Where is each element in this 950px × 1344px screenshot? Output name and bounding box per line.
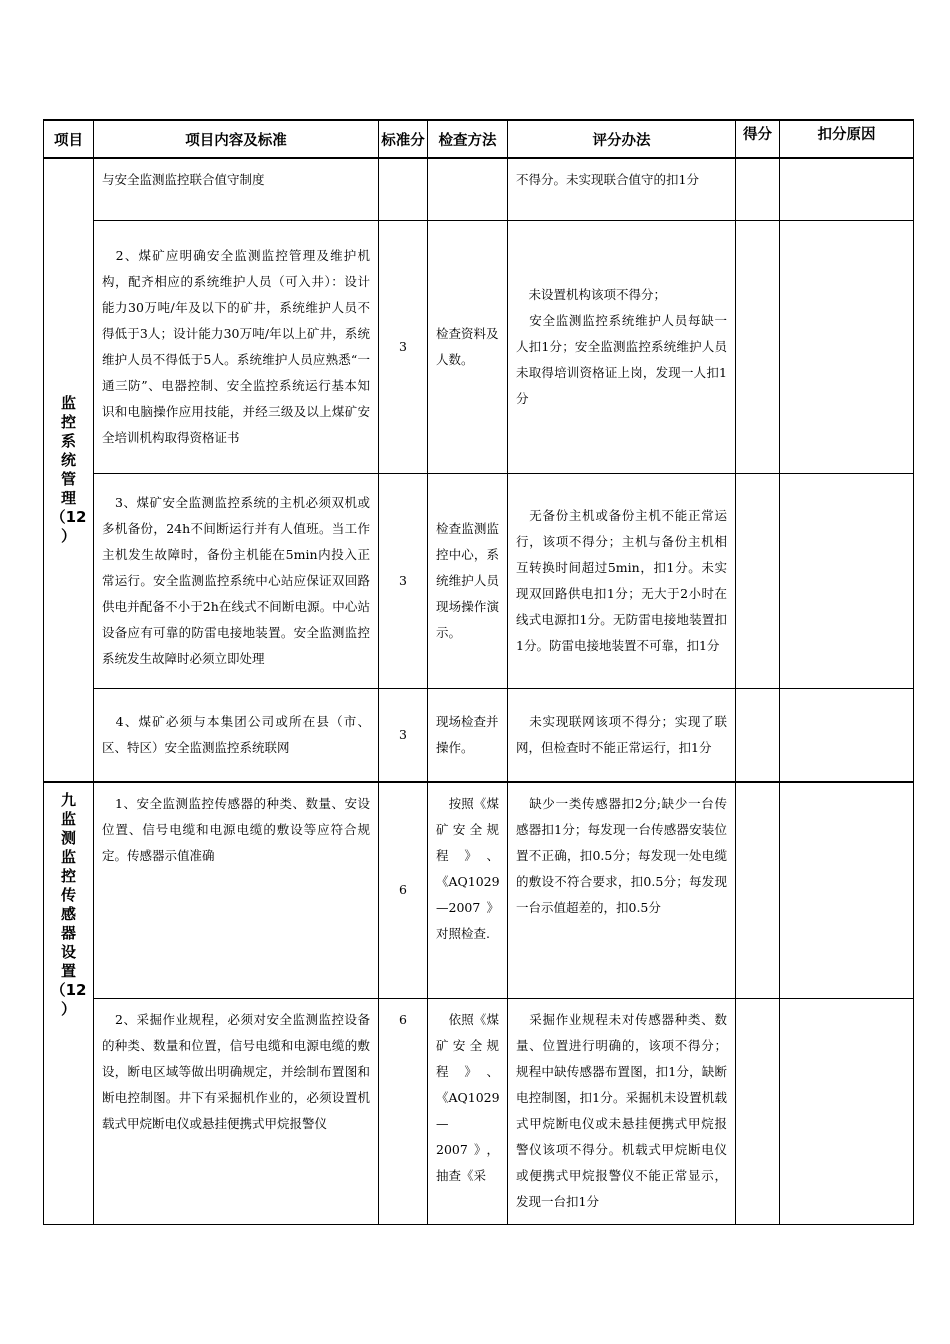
table-row (44, 998, 914, 1224)
header-score: 得分 (736, 120, 780, 158)
row-content: 与安全监测监控联合值守制度 (94, 158, 379, 220)
row-method: 检查监测监控中心，系统维护人员现场操作演示。 (428, 473, 508, 688)
header-standard: 标准分 (379, 120, 428, 158)
row-content: 2、煤矿应明确安全监测监控管理及维护机构，配齐相应的系统维护人员（可入井）：设计能力30万吨/年及以下的矿井，系统维护人员不得低于3人；设计能力30万吨/年以上矿井，系统维护人员不得低于5人。系统维护人员应熟悉“一通三防”、电器控制、安全监控系统运行基本知识和电脑操作应用技能，并经三级及以上煤矿安全培训机构取得资格证书 (94, 220, 379, 473)
row-method: 按照《煤矿安全规程》、《AQ1029—2007》对照检查. (428, 782, 508, 998)
table-header-row (44, 120, 914, 158)
inspection-table (43, 119, 914, 1225)
row-method (428, 158, 508, 220)
row-score-cell (736, 998, 780, 1224)
row-scoring: 缺少一类传感器扣2分;缺少一台传感器扣1分；每发现一台传感器安装位置不正确，扣0.5分；每发现一处电缆的敷设不符合要求，扣0.5分；每发现一台示值超差的，扣0.5分 (508, 782, 736, 998)
header-method: 检查方法 (428, 120, 508, 158)
row-content: 3、煤矿安全监测监控系统的主机必须双机或多机备份，24h不间断运行并有人值班。当工作主机发生故障时，备份主机能在5min内投入正常运行。安全监测监控系统中心站应保证双回路供电并配备不小于2h在线式不间断电源。中心站设备应有可靠的防雷电接地装置。安全监测监控系统发生故障时必须立即处理 (94, 473, 379, 688)
row-method: 依照《煤矿安全规程》、《AQ1029—2007》，抽查《采 (428, 998, 508, 1224)
row-method: 现场检查并操作。 (428, 688, 508, 782)
row-deduct-reason-cell (780, 998, 914, 1224)
header-scoring: 评分办法 (508, 120, 736, 158)
row-deduct-reason-cell (780, 782, 914, 998)
row-deduct-reason-cell (780, 220, 914, 473)
table-row (44, 473, 914, 688)
row-scoring: 采掘作业规程未对传感器种类、数量、位置进行明确的，该项不得分；规程中缺传感器布置图，扣1分，缺断电控制图，扣1分。采掘机未设置机载式甲烷断电仪或未悬挂便携式甲烷报警仪该项不得分。机载式甲烷断电仪或便携式甲烷报警仪不能正常显示，发现一台扣1分 (508, 998, 736, 1224)
table-row (44, 158, 914, 220)
row-standard: 3 (379, 473, 428, 688)
row-deduct-reason-cell (780, 688, 914, 782)
row-standard: 6 (379, 782, 428, 998)
table-row (44, 782, 914, 998)
row-standard: 3 (379, 220, 428, 473)
section-title-sensor-setup: 九 监 测 监 控 传 感 器 设 置 （12 ） (44, 782, 94, 1224)
row-content: 4、煤矿必须与本集团公司或所在县（市、区、特区）安全监测监控系统联网 (94, 688, 379, 782)
row-content: 2、采掘作业规程，必须对安全监测监控设备的种类、数量和位置，信号电缆和电源电缆的敷设，断电区域等做出明确规定，并绘制布置图和断电控制图。井下有采掘机作业的，必须设置机载式甲烷断电仪或悬挂便携式甲烷报警仪 (94, 998, 379, 1224)
header-content: 项目内容及标准 (94, 120, 379, 158)
section-title-monitoring-system: 监 控 系 统 管 理 （12 ） (44, 158, 94, 782)
row-standard: 3 (379, 688, 428, 782)
row-scoring: 无备份主机或备份主机不能正常运行，该项不得分；主机与备份主机相互转换时间超过5min，扣1分。未实现双回路供电扣1分；无大于2小时在线式电源扣1分。无防雷电接地装置扣1分。防雷电接地装置不可靠，扣1分 (508, 473, 736, 688)
row-score-cell (736, 158, 780, 220)
row-deduct-reason-cell (780, 158, 914, 220)
row-standard: 6 (379, 998, 428, 1224)
row-score-cell (736, 782, 780, 998)
row-scoring: 未设置机构该项不得分； 安全监测监控系统维护人员每缺一人扣1分；安全监测监控系统维护人员未取得培训资格证上岗，发现一人扣1分 (508, 220, 736, 473)
header-deduct-reason: 扣分原因 (780, 120, 914, 158)
row-score-cell (736, 473, 780, 688)
row-score-cell (736, 220, 780, 473)
row-content: 1、安全监测监控传感器的种类、数量、安设位置、信号电缆和电源电缆的敷设等应符合规定。传感器示值准确 (94, 782, 379, 998)
table-row (44, 688, 914, 782)
row-score-cell (736, 688, 780, 782)
row-standard (379, 158, 428, 220)
row-deduct-reason-cell (780, 473, 914, 688)
row-method: 检查资料及人数。 (428, 220, 508, 473)
row-scoring: 不得分。未实现联合值守的扣1分 (508, 158, 736, 220)
header-item: 项目 (44, 120, 94, 158)
table-row (44, 220, 914, 473)
row-scoring: 未实现联网该项不得分；实现了联网，但检查时不能正常运行，扣1分 (508, 688, 736, 782)
